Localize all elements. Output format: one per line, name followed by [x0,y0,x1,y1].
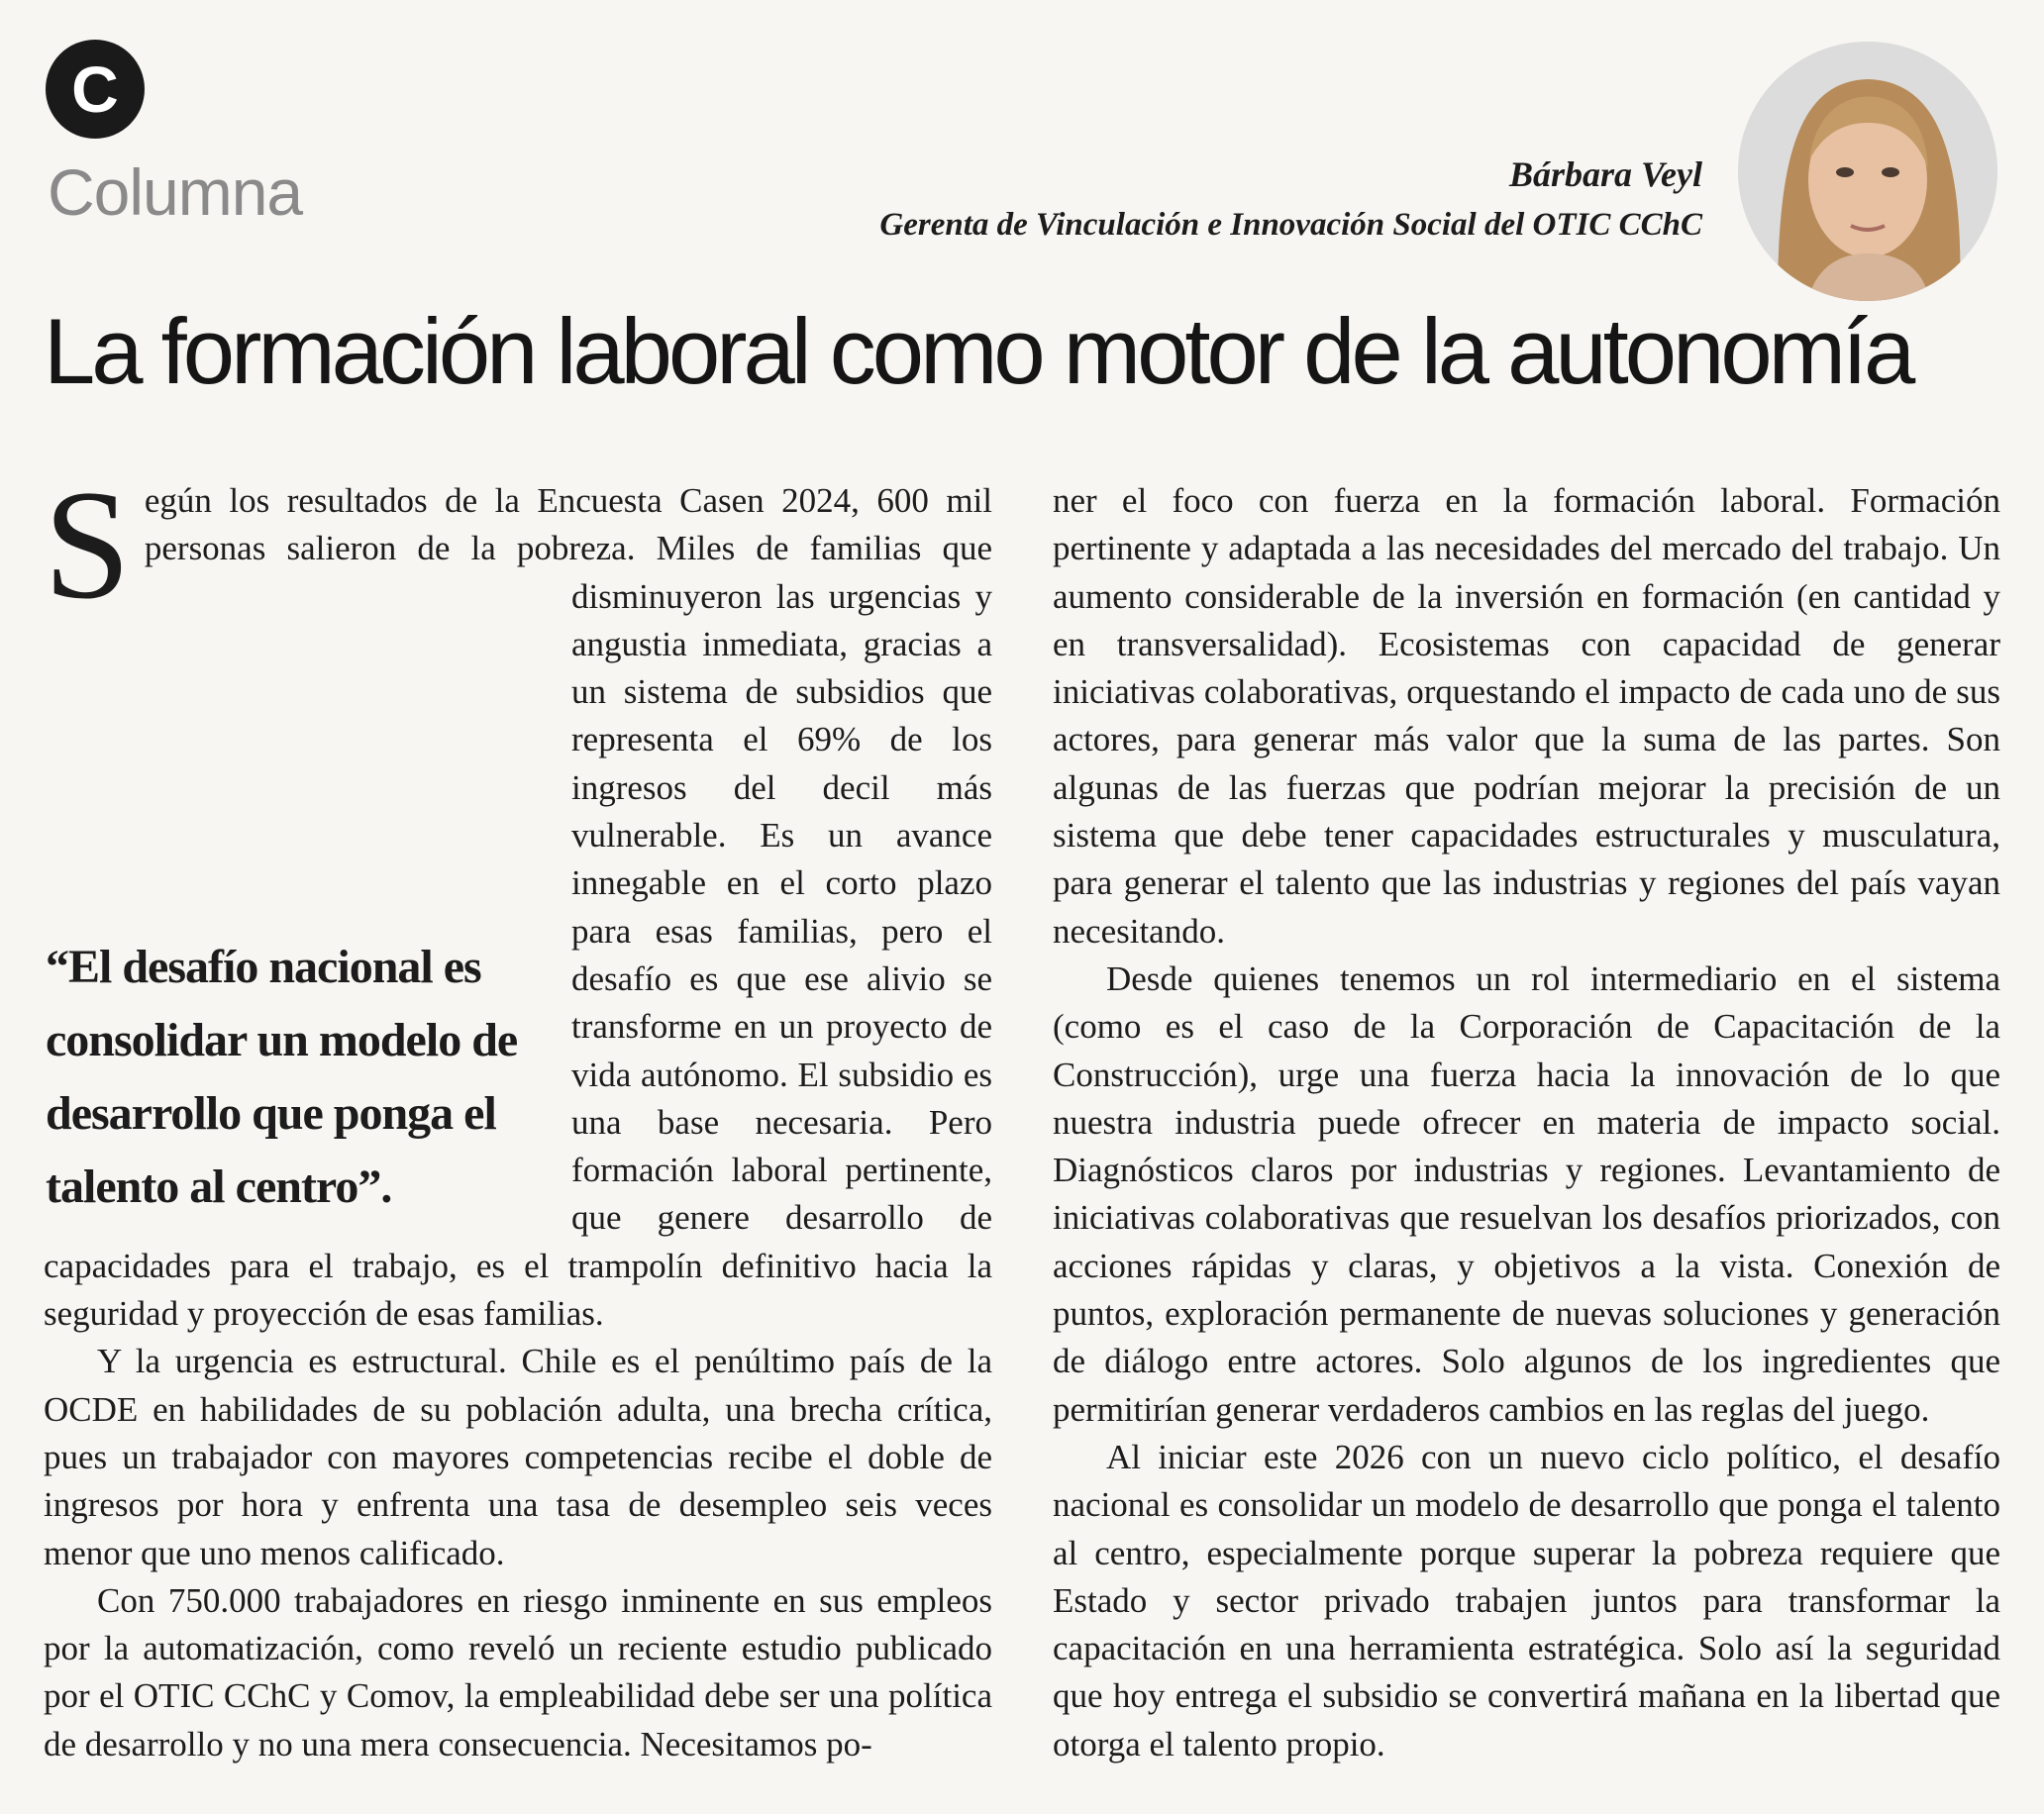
article-column-1 [44,458,992,1768]
paragraph: egún los resultados de la Encuesta Casen 2024, 600 mil personas salieron de la pobreza. Miles de familias que disminuyeron las urgencias y angustia inmediata, gracias a un sistema de subsidios que representa el 69% de los ingresos del decil más vulnerable. Es un avance innegable en el corto plazo para esas familias, pero el desafío es que ese alivio se transforme en un proyecto de vida autónomo. El subsidio es una base necesaria. Pero formación laboral pertinente, que genere desarrollo de capacidades para el trabajo, es el trampolín definitivo hacia la seguridad y proyección de esas familias. [44,481,992,1334]
pull-quote: “El desafío nacional es consolidar un modelo de desarrollo que ponga el talento al centro”. [46,941,518,1213]
article-column-2 [1053,477,2000,1768]
headline: La formación laboral como motor de la autonomía [44,299,1912,403]
paragraph: ner el foco con fuerza en la formación laboral. Formación pertinente y adaptada a las necesidades del mercado del trabajo. Un aumento considerable de la inversión en formación (en cantidad y en transversalidad). Ecosistemas con capacidad de generar iniciativas colaborativas, orquestando el impacto de cada uno de sus actores, para generar más valor que la suma de las partes. Son algunas de las fuerzas que podrían mejorar la precisión de un sistema que debe tener capacidades estructurales y musculatura, para generar el talento que las industrias y regiones del país vayan necesitando. [1053,481,2000,951]
pull-quote-space [44,610,571,1224]
author-byline [879,151,1702,252]
section-label: Columna [48,155,303,229]
paragraph: Desde quienes tenemos un rol intermediario en el sistema (como es el caso de la Corporación de Capacitación de la Construcción), urge una fuerza hacia la innovación de lo que nuestra industria puede ofrecer en materia de impacto social. Diagnósticos claros por industrias y regiones. Levantamiento de iniciativas colaborativas que resuelvan los desafíos priorizados, con acciones rápidas y claras, y objetivos a la vista. Conexión de puntos, exploración permanente de nuevas soluciones y generación de diálogo entre actores. Solo algunos de los ingredientes que permitirían generar verdaderos cambios en las reglas del juego. [1053,958,2000,1429]
author-photo [1738,42,1997,301]
paragraph: Con 750.000 trabajadores en riesgo inminente en sus empleos por la automatización, como reveló un reciente estudio publicado por el OTIC CChC y Comov, la empleabilidad debe ser una política de desarrollo y no una mera consecuencia. Necesitamos po- [44,1580,992,1764]
paragraph: Al iniciar este 2026 con un nuevo ciclo político, el desafío nacional es consolidar un modelo de desarrollo que ponga el talento al centro, especialmente porque superar la pobreza requiere que Estado y sector privado trabajen juntos para transformar la capacitación en una herramienta estratégica. Solo así la seguridad que hoy entrega el subsidio se convertirá mañana en la libertad que otorga el talento propio. [1053,1437,2000,1764]
paragraph: Y la urgencia es estructural. Chile es el penúltimo país de la OCDE en habilidades de su población adulta, una brecha crítica, pues un trabajador con mayores competencias recibe el doble de ingresos por hora y enfrenta una tasa de desempleo seis veces menor que uno menos calificado. [44,1342,992,1572]
drop-cap: S [44,458,131,632]
author-role: Gerenta de Vinculación e Innovación Social del OTIC CChC [879,207,1702,243]
section-logo: C [46,40,145,139]
author-name: Bárbara Veyl [1508,154,1702,194]
